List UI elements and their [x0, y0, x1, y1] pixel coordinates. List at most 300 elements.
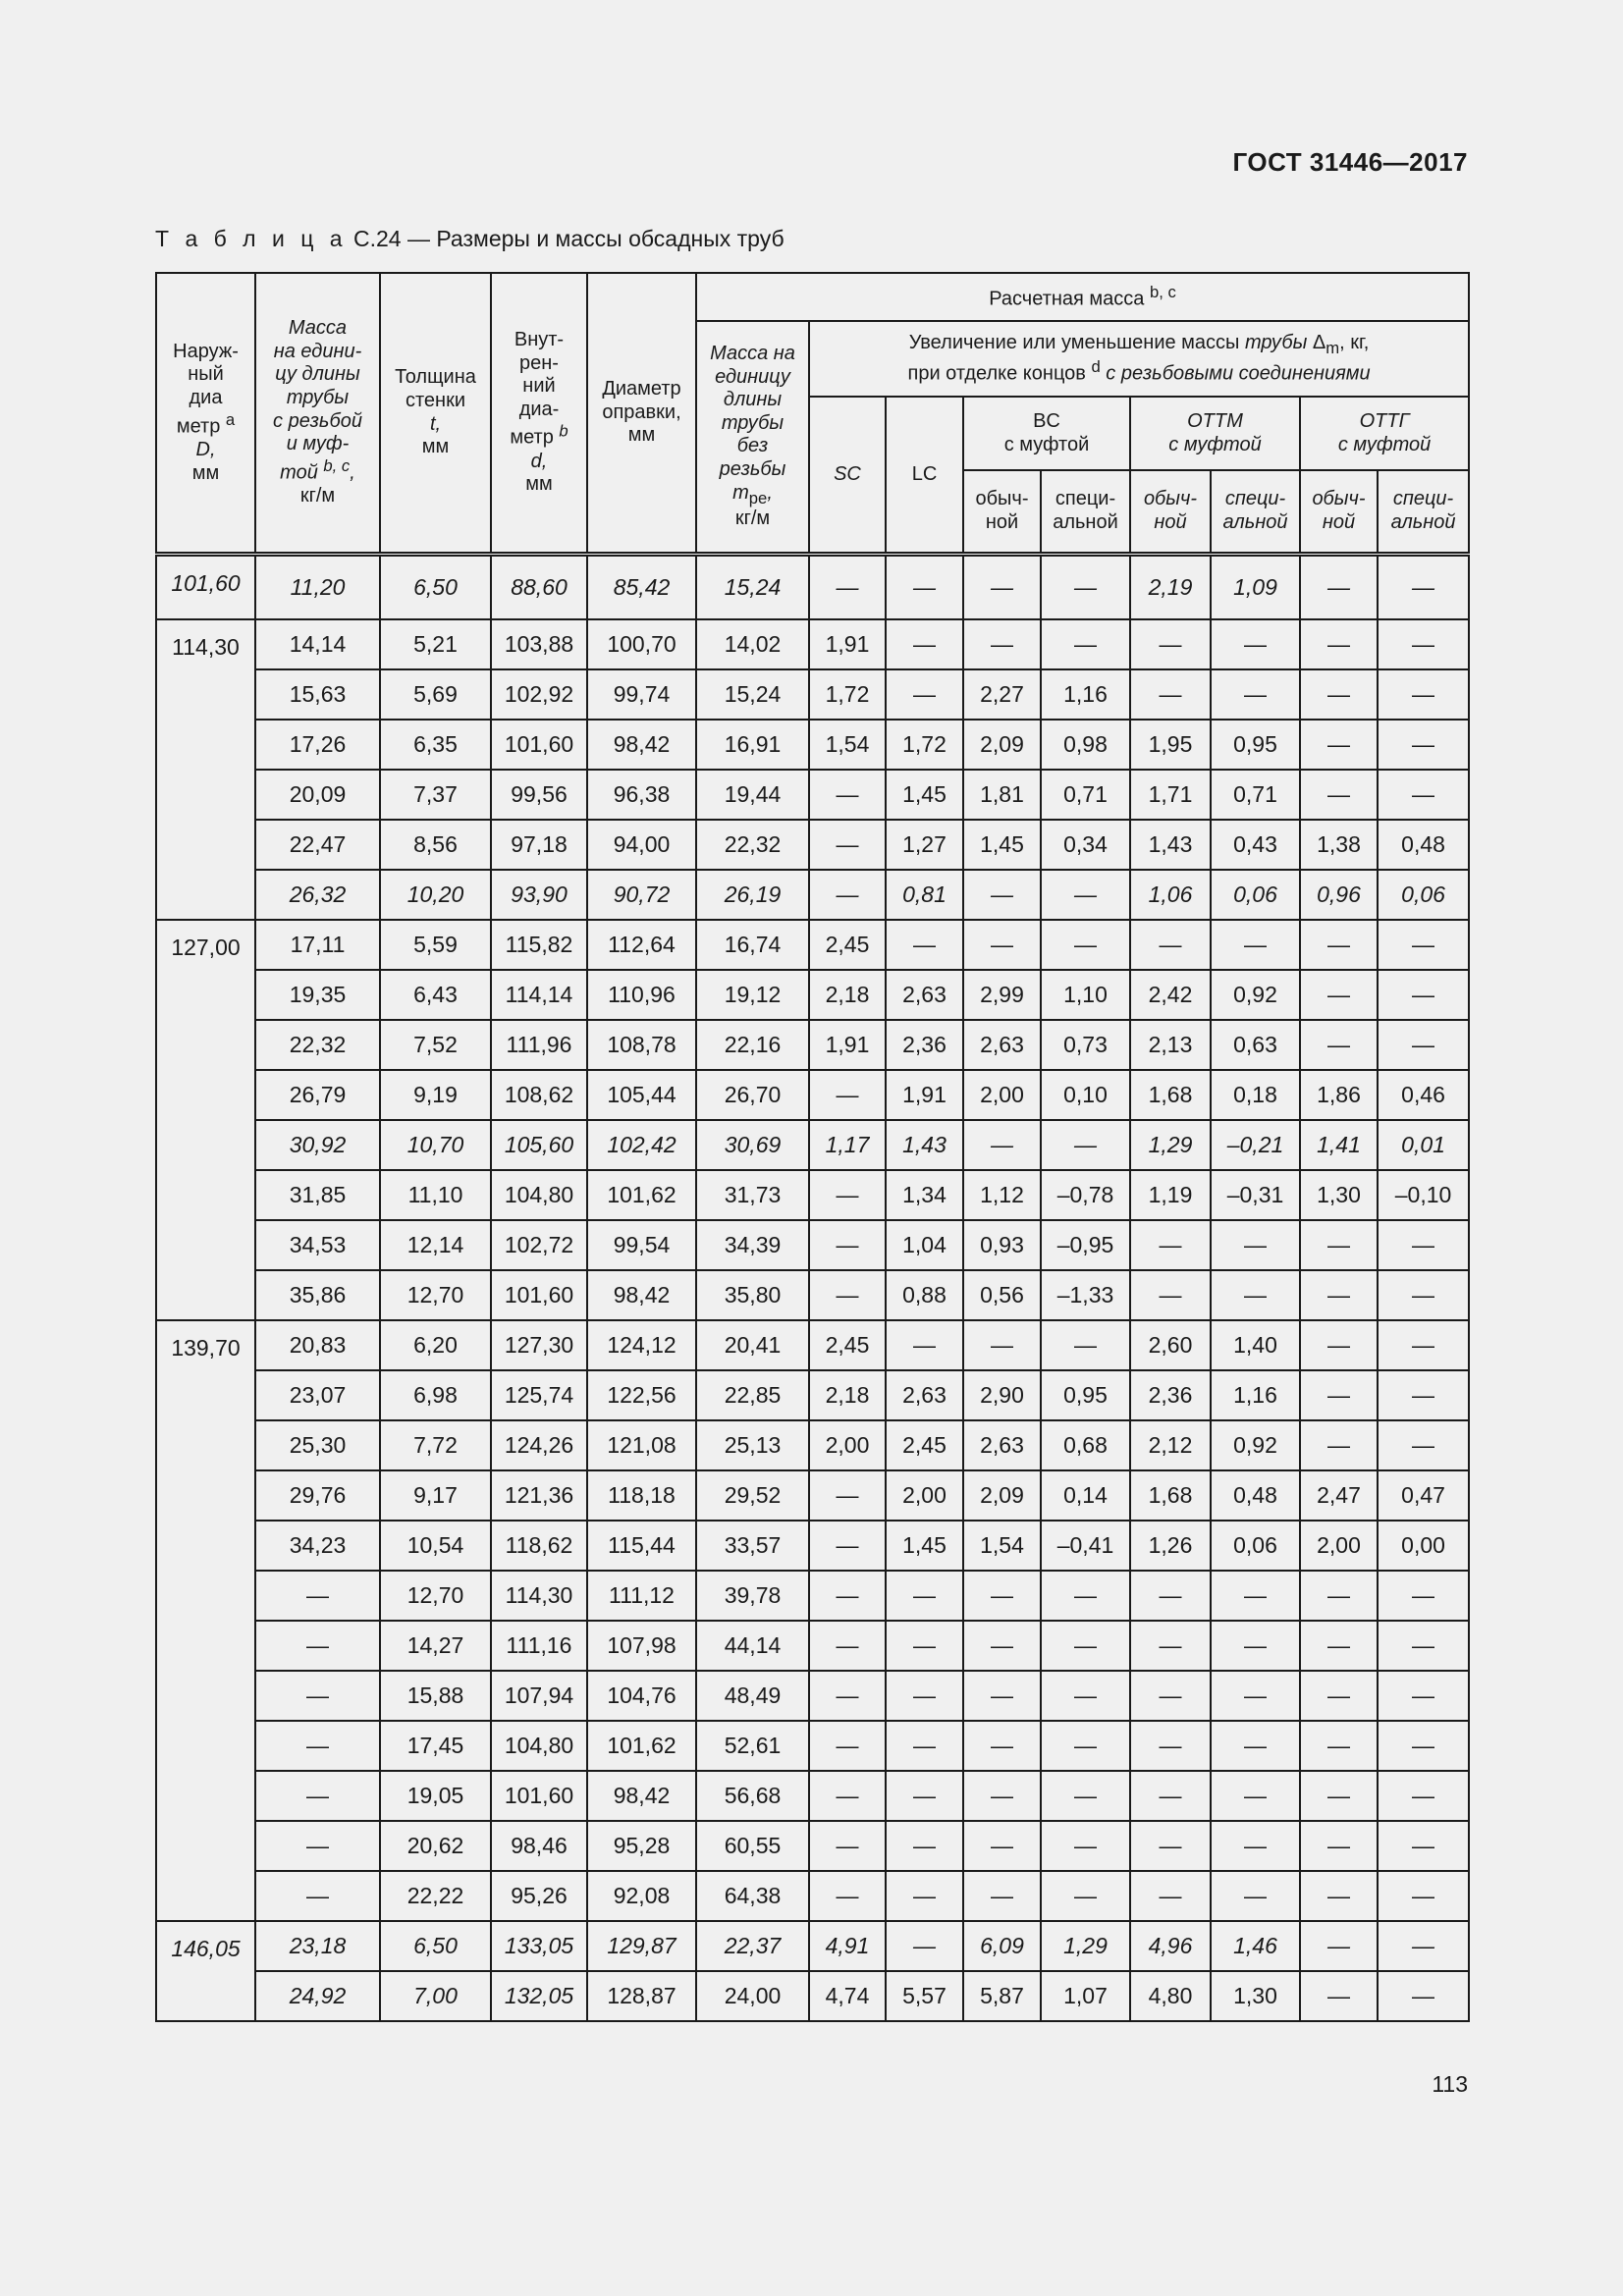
table-cell: —	[1041, 1821, 1130, 1871]
table-cell: 1,81	[963, 770, 1041, 820]
table-cell: 0,06	[1378, 870, 1469, 920]
table-cell: 1,68	[1130, 1070, 1211, 1120]
table-cell: 93,90	[491, 870, 587, 920]
table-cell: —	[1300, 1821, 1378, 1871]
header-ottg-special: специ- альной	[1378, 470, 1469, 555]
table-cell: 2,90	[963, 1370, 1041, 1420]
table-cell: 22,16	[696, 1020, 809, 1070]
table-cell: 112,64	[587, 920, 696, 970]
table-cell: 15,24	[696, 555, 809, 620]
table-cell: 23,18	[255, 1921, 380, 1971]
table-cell: —	[255, 1821, 380, 1871]
table-cell: 6,20	[380, 1320, 491, 1370]
table-cell: 0,47	[1378, 1470, 1469, 1521]
table-cell: 101,60	[491, 1270, 587, 1320]
table-cell: 15,24	[696, 669, 809, 720]
table-cell: —	[1378, 970, 1469, 1020]
table-row	[156, 1721, 1469, 1771]
table-cell: 0,71	[1041, 770, 1130, 820]
header-ottm-special: специ- альной	[1211, 470, 1300, 555]
table-cell: —	[1130, 1220, 1211, 1270]
table-cell: 101,60	[491, 1771, 587, 1821]
table-cell: —	[963, 1320, 1041, 1370]
table-cell: 1,19	[1130, 1170, 1211, 1220]
table-cell: —	[1300, 1671, 1378, 1721]
table-cell: —	[1378, 1971, 1469, 2021]
table-cell: 1,16	[1041, 669, 1130, 720]
table-row	[156, 920, 1469, 970]
table-cell: 118,62	[491, 1521, 587, 1571]
table-row	[156, 1771, 1469, 1821]
table-cell: —	[1300, 1971, 1378, 2021]
table-cell: —	[1041, 555, 1130, 620]
table-cell: 0,06	[1211, 870, 1300, 920]
header-ottg: ОТТГ с муфтой	[1300, 397, 1469, 470]
table-cell: 99,74	[587, 669, 696, 720]
table-cell: —	[255, 1671, 380, 1721]
table-cell: —	[886, 1771, 963, 1821]
table-cell: 98,42	[587, 720, 696, 770]
table-cell: —	[809, 1220, 886, 1270]
table-cell: 22,32	[255, 1020, 380, 1070]
outer-diameter-cell: 127,00	[156, 920, 255, 1320]
table-cell: –0,21	[1211, 1120, 1300, 1170]
table-cell: 35,80	[696, 1270, 809, 1320]
table-cell: 1,10	[1041, 970, 1130, 1020]
table-cell: —	[1300, 1571, 1378, 1621]
table-cell: —	[1130, 1821, 1211, 1871]
table-cell: 6,50	[380, 1921, 491, 1971]
table-cell: 132,05	[491, 1971, 587, 2021]
table-cell: 0,95	[1041, 1370, 1130, 1420]
table-cell: 44,14	[696, 1621, 809, 1671]
table-row	[156, 1020, 1469, 1070]
table-cell: 1,38	[1300, 820, 1378, 870]
table-cell: —	[1300, 1871, 1378, 1921]
table-cell: 99,56	[491, 770, 587, 820]
table-row	[156, 1470, 1469, 1521]
table-cell: 29,52	[696, 1470, 809, 1521]
table-cell: 104,76	[587, 1671, 696, 1721]
table-cell: 99,54	[587, 1220, 696, 1270]
document-code: ГОСТ 31446—2017	[1232, 147, 1468, 177]
table-cell: 1,45	[886, 770, 963, 820]
table-cell: 9,19	[380, 1070, 491, 1120]
table-cell: —	[886, 1871, 963, 1921]
table-cell: —	[963, 555, 1041, 620]
table-cell: 10,20	[380, 870, 491, 920]
table-cell: 7,00	[380, 1971, 491, 2021]
table-cell: —	[886, 619, 963, 669]
table-cell: 100,70	[587, 619, 696, 669]
table-cell: 34,23	[255, 1521, 380, 1571]
table-cell: 20,62	[380, 1821, 491, 1871]
table-cell: 16,74	[696, 920, 809, 970]
table-cell: —	[1378, 1370, 1469, 1420]
table-cell: —	[1130, 1771, 1211, 1821]
table-cell: 14,02	[696, 619, 809, 669]
table-cell: —	[1378, 1871, 1469, 1921]
table-cell: —	[809, 770, 886, 820]
table-cell: —	[809, 1671, 886, 1721]
table-cell: 1,04	[886, 1220, 963, 1270]
table-cell: 31,73	[696, 1170, 809, 1220]
table-cell: 19,12	[696, 970, 809, 1020]
table-cell: 5,21	[380, 619, 491, 669]
table-cell: 115,44	[587, 1521, 696, 1571]
table-cell: —	[963, 1571, 1041, 1621]
table-cell: —	[1378, 1621, 1469, 1671]
table-cell: —	[1041, 920, 1130, 970]
table-cell: 1,54	[809, 720, 886, 770]
table-cell: 2,99	[963, 970, 1041, 1020]
table-cell: 111,16	[491, 1621, 587, 1671]
header-calculated-mass: Расчетная масса $^{b, c}$	[696, 273, 1469, 321]
header-lc: LC	[886, 397, 963, 555]
table-cell: —	[886, 1721, 963, 1771]
table-cell: 98,42	[587, 1270, 696, 1320]
table-cell: 4,80	[1130, 1971, 1211, 2021]
table-cell: 104,80	[491, 1721, 587, 1771]
table-cell: 128,87	[587, 1971, 696, 2021]
table-cell: 111,96	[491, 1020, 587, 1070]
table-cell: —	[963, 619, 1041, 669]
table-cell: 98,46	[491, 1821, 587, 1871]
table-cell: 90,72	[587, 870, 696, 920]
table-cell: 2,09	[963, 1470, 1041, 1521]
table-cell: 0,43	[1211, 820, 1300, 870]
table-cell: 26,19	[696, 870, 809, 920]
table-cell: 88,60	[491, 555, 587, 620]
table-cell: 95,26	[491, 1871, 587, 1921]
table-cell: —	[886, 1821, 963, 1871]
table-cell: 0,14	[1041, 1470, 1130, 1521]
table-cell: —	[886, 1320, 963, 1370]
table-cell: 22,22	[380, 1871, 491, 1921]
table-cell: —	[963, 1821, 1041, 1871]
table-cell: —	[963, 1621, 1041, 1671]
table-row	[156, 770, 1469, 820]
table-cell: 2,13	[1130, 1020, 1211, 1070]
table-cell: —	[809, 1070, 886, 1120]
table-cell: 1,45	[963, 820, 1041, 870]
table-cell: —	[809, 1571, 886, 1621]
table-cell: 6,09	[963, 1921, 1041, 1971]
table-cell: 16,91	[696, 720, 809, 770]
table-cell: —	[1300, 1320, 1378, 1370]
table-cell: 26,32	[255, 870, 380, 920]
table-cell: —	[1300, 1020, 1378, 1070]
table-cell: 111,12	[587, 1571, 696, 1621]
table-cell: —	[886, 1621, 963, 1671]
table-cell: 1,91	[886, 1070, 963, 1120]
table-cell: —	[1300, 619, 1378, 669]
table-row	[156, 1120, 1469, 1170]
table-cell: 5,59	[380, 920, 491, 970]
table-cell: 22,47	[255, 820, 380, 870]
table-cell: 0,56	[963, 1270, 1041, 1320]
table-cell: —	[1211, 1270, 1300, 1320]
table-cell: 0,68	[1041, 1420, 1130, 1470]
table-cell: 1,09	[1211, 555, 1300, 620]
table-cell: 19,35	[255, 970, 380, 1020]
table-cell: 31,85	[255, 1170, 380, 1220]
table-cell: 1,27	[886, 820, 963, 870]
table-cell: 9,17	[380, 1470, 491, 1521]
table-cell: 22,32	[696, 820, 809, 870]
table-cell: —	[809, 1170, 886, 1220]
table-cell: —	[1041, 870, 1130, 920]
table-cell: 2,63	[963, 1020, 1041, 1070]
table-cell: —	[1378, 1220, 1469, 1270]
table-cell: 22,37	[696, 1921, 809, 1971]
table-cell: —	[886, 1571, 963, 1621]
header-mass-delta: Увеличение или уменьшение массы трубы $\Delta_m$, кг, при отделке концов $^d$ с резьбовыми соединениями	[809, 321, 1469, 397]
table-cell: 26,79	[255, 1070, 380, 1120]
table-cell: 1,40	[1211, 1320, 1300, 1370]
table-cell: 4,96	[1130, 1921, 1211, 1971]
table-cell: —	[1300, 1270, 1378, 1320]
table-cell: 1,17	[809, 1120, 886, 1170]
table-cell: —	[886, 669, 963, 720]
table-cell: —	[1130, 669, 1211, 720]
table-cell: 121,36	[491, 1470, 587, 1521]
table-cell: 95,28	[587, 1821, 696, 1871]
page-number: 113	[1432, 2071, 1468, 2097]
table-row	[156, 555, 1469, 620]
table-cell: 1,43	[1130, 820, 1211, 870]
table-caption	[155, 226, 784, 252]
table-cell: —	[1378, 1821, 1469, 1871]
table-cell: 0,88	[886, 1270, 963, 1320]
table-cell: 2,42	[1130, 970, 1211, 1020]
table-cell: 101,62	[587, 1170, 696, 1220]
table-cell: 17,11	[255, 920, 380, 970]
table-cell: —	[1211, 920, 1300, 970]
table-cell: 1,12	[963, 1170, 1041, 1220]
table-cell: 48,49	[696, 1671, 809, 1721]
table-cell: 1,41	[1300, 1120, 1378, 1170]
table-cell: 0,48	[1378, 820, 1469, 870]
table-cell: —	[1378, 1771, 1469, 1821]
table-cell: 33,57	[696, 1521, 809, 1571]
table-cell: 104,80	[491, 1170, 587, 1220]
table-cell: —	[1211, 1671, 1300, 1721]
header-bc: BC с муфтой	[963, 397, 1130, 470]
table-cell: —	[1130, 1571, 1211, 1621]
table-cell: —	[963, 1721, 1041, 1771]
table-cell: 1,86	[1300, 1070, 1378, 1120]
table-cell: 0,00	[1378, 1521, 1469, 1571]
table-cell: 105,44	[587, 1070, 696, 1120]
table-row	[156, 1070, 1469, 1120]
table-cell: 22,85	[696, 1370, 809, 1420]
table-cell: 52,61	[696, 1721, 809, 1771]
table-cell: —	[1211, 1821, 1300, 1871]
table-cell: —	[886, 1921, 963, 1971]
table-cell: —	[886, 920, 963, 970]
table-cell: 102,42	[587, 1120, 696, 1170]
table-cell: —	[809, 1621, 886, 1671]
table-cell: —	[1300, 669, 1378, 720]
table-cell: 1,45	[886, 1521, 963, 1571]
table-cell: 29,76	[255, 1470, 380, 1521]
table-cell: —	[1378, 720, 1469, 770]
table-cell: –0,78	[1041, 1170, 1130, 1220]
table-cell: —	[1041, 1571, 1130, 1621]
table-cell: —	[1378, 1921, 1469, 1971]
table-cell: 0,10	[1041, 1070, 1130, 1120]
table-cell: 114,30	[491, 1571, 587, 1621]
table-cell: 60,55	[696, 1821, 809, 1871]
table-cell: —	[1300, 1420, 1378, 1470]
table-cell: —	[1300, 970, 1378, 1020]
table-cell: 24,00	[696, 1971, 809, 2021]
table-cell: —	[809, 1521, 886, 1571]
table-row	[156, 1270, 1469, 1320]
table-cell: 39,78	[696, 1571, 809, 1621]
table-cell: 1,06	[1130, 870, 1211, 920]
table-cell: 23,07	[255, 1370, 380, 1420]
table-cell: 0,73	[1041, 1020, 1130, 1070]
caption-title: С.24 — Размеры и массы обсадных труб	[352, 226, 784, 251]
table-cell: —	[255, 1721, 380, 1771]
header-sc: SC	[809, 397, 886, 555]
table-cell: —	[1130, 1721, 1211, 1771]
table-row	[156, 1420, 1469, 1470]
table-row	[156, 820, 1469, 870]
table-cell: 10,70	[380, 1120, 491, 1170]
table-cell: 19,44	[696, 770, 809, 820]
table-row	[156, 619, 1469, 669]
table-cell: 98,42	[587, 1771, 696, 1821]
table-cell: 2,45	[886, 1420, 963, 1470]
header-bc-regular: обыч- ной	[963, 470, 1041, 555]
table-cell: 1,07	[1041, 1971, 1130, 2021]
table-cell: 1,34	[886, 1170, 963, 1220]
table-cell: 2,00	[886, 1470, 963, 1521]
table-cell: —	[963, 1120, 1041, 1170]
table-cell: 1,29	[1130, 1120, 1211, 1170]
table-cell: 1,68	[1130, 1470, 1211, 1521]
header-ottg-regular: обыч- ной	[1300, 470, 1378, 555]
table-cell: —	[1378, 1671, 1469, 1721]
table-cell: 6,35	[380, 720, 491, 770]
header-mass-threaded: Масса на едини- цу длины трубы с резьбой и муф- той $^{b, c}$, кг/м	[255, 273, 380, 555]
table-cell: 102,72	[491, 1220, 587, 1270]
table-cell: —	[809, 1821, 886, 1871]
table-cell: 118,18	[587, 1470, 696, 1521]
table-row	[156, 1871, 1469, 1921]
table-cell: —	[1378, 1020, 1469, 1070]
table-cell: 122,56	[587, 1370, 696, 1420]
table-cell: 0,92	[1211, 1420, 1300, 1470]
table-cell: —	[1130, 920, 1211, 970]
table-cell: 2,63	[963, 1420, 1041, 1470]
table-cell: —	[809, 1270, 886, 1320]
table-cell: 5,69	[380, 669, 491, 720]
table-cell: —	[255, 1871, 380, 1921]
table-row	[156, 1921, 1469, 1971]
table-cell: 103,88	[491, 619, 587, 669]
table-cell: 4,91	[809, 1921, 886, 1971]
table-cell: —	[1300, 555, 1378, 620]
table-cell: 114,14	[491, 970, 587, 1020]
table-row	[156, 1170, 1469, 1220]
table-cell: 56,68	[696, 1771, 809, 1821]
table-cell: —	[1300, 1621, 1378, 1671]
table-cell: 1,72	[809, 669, 886, 720]
table-cell: —	[1378, 1721, 1469, 1771]
table-cell: 2,63	[886, 1370, 963, 1420]
table-cell: —	[1130, 1621, 1211, 1671]
table-cell: 2,60	[1130, 1320, 1211, 1370]
table-cell: 2,00	[1300, 1521, 1378, 1571]
table-cell: 1,72	[886, 720, 963, 770]
table-cell: —	[963, 1871, 1041, 1921]
table-cell: —	[255, 1621, 380, 1671]
table-cell: —	[255, 1571, 380, 1621]
table-cell: —	[1041, 1320, 1130, 1370]
table-cell: –0,95	[1041, 1220, 1130, 1270]
table-row	[156, 1370, 1469, 1420]
table-row	[156, 720, 1469, 770]
table-cell: 1,16	[1211, 1370, 1300, 1420]
table-cell: 7,37	[380, 770, 491, 820]
table-cell: 2,63	[886, 970, 963, 1020]
table-cell: —	[963, 1771, 1041, 1821]
table-cell: —	[1300, 1921, 1378, 1971]
table-cell: —	[255, 1771, 380, 1821]
table-cell: 85,42	[587, 555, 696, 620]
table-cell: 64,38	[696, 1871, 809, 1921]
table-cell: —	[1130, 619, 1211, 669]
table-cell: 20,09	[255, 770, 380, 820]
header-outer-diameter: Наруж- ный диа метр $^a$ D, мм	[156, 273, 255, 555]
table-cell: 14,27	[380, 1621, 491, 1671]
caption-prefix: Т а б л и ц а	[155, 226, 348, 251]
table-cell: –0,10	[1378, 1170, 1469, 1220]
table-cell: 127,30	[491, 1320, 587, 1370]
table-row	[156, 1571, 1469, 1621]
table-cell: 5,87	[963, 1971, 1041, 2021]
table-cell: 19,05	[380, 1771, 491, 1821]
table-cell: 2,36	[1130, 1370, 1211, 1420]
table-cell: —	[1378, 1571, 1469, 1621]
table-cell: 12,70	[380, 1270, 491, 1320]
table-cell: 0,48	[1211, 1470, 1300, 1521]
table-cell: 125,74	[491, 1370, 587, 1420]
table-cell: 25,30	[255, 1420, 380, 1470]
table-cell: 1,95	[1130, 720, 1211, 770]
table-cell: —	[1300, 1771, 1378, 1821]
table-cell: 15,88	[380, 1671, 491, 1721]
table-cell: 1,30	[1300, 1170, 1378, 1220]
table-cell: —	[1378, 1270, 1469, 1320]
table-cell: —	[1041, 619, 1130, 669]
table-cell: 92,08	[587, 1871, 696, 1921]
table-cell: —	[1211, 1871, 1300, 1921]
table-cell: 1,91	[809, 619, 886, 669]
table-cell: 1,71	[1130, 770, 1211, 820]
outer-diameter-cell: 101,60	[156, 555, 255, 620]
table-cell: 2,00	[963, 1070, 1041, 1120]
table-cell: 2,19	[1130, 555, 1211, 620]
table-cell: —	[1378, 1420, 1469, 1470]
table-cell: 110,96	[587, 970, 696, 1020]
table-row	[156, 1621, 1469, 1671]
table-cell: —	[963, 920, 1041, 970]
